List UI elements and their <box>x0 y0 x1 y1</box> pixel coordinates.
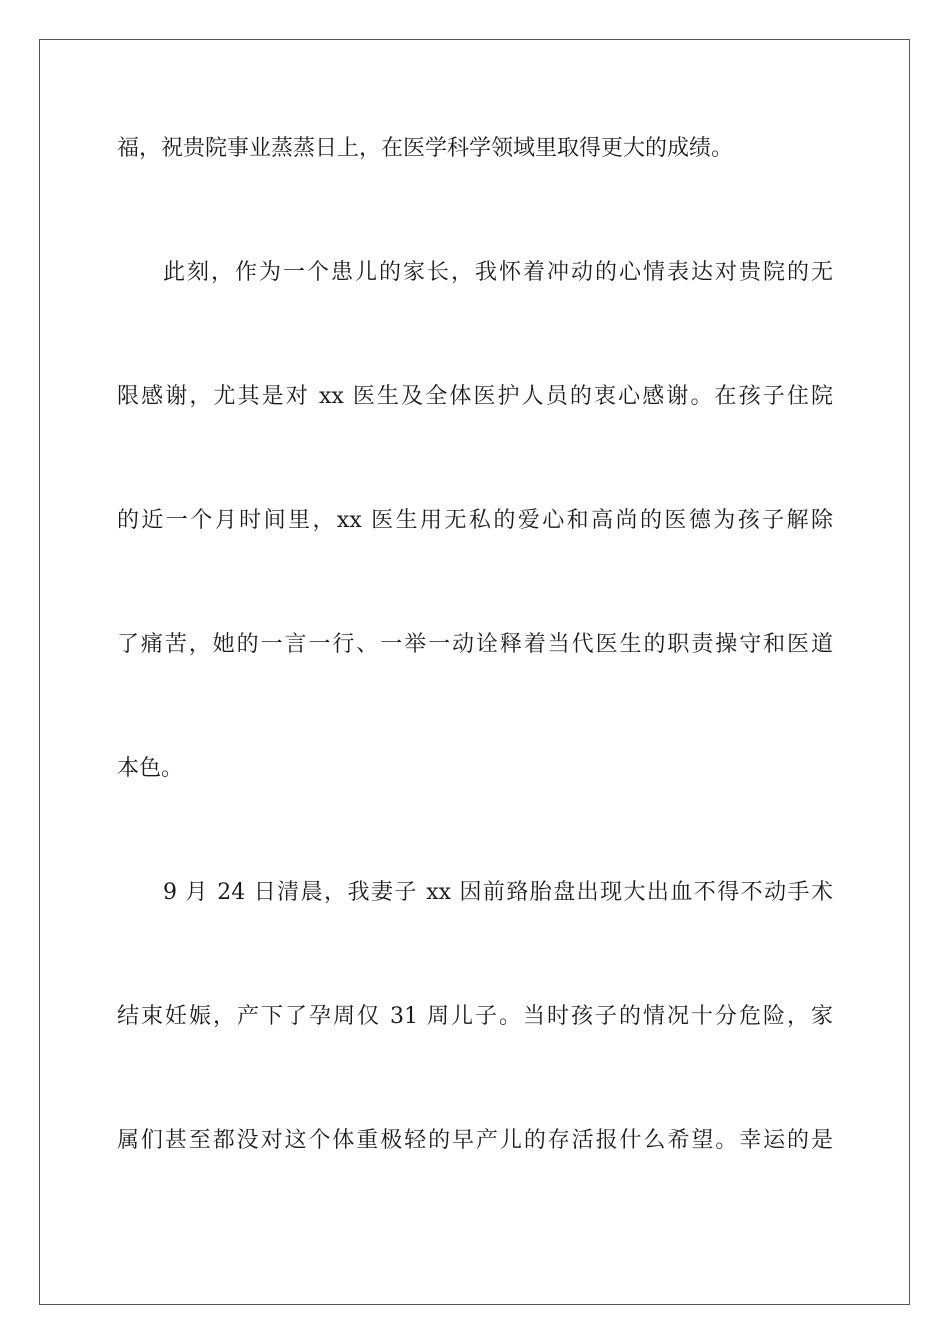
paragraph-line: 了痛苦，她的一言一行、一举一动诠释着当代医生的职责操守和医道 <box>117 632 833 657</box>
document-body <box>117 133 833 1249</box>
paragraph-line: 9 月 24 日清晨，我妻子 xx 因前臵胎盘出现大出血不得不动手术 <box>163 880 833 905</box>
paragraph-line: 属们甚至都没对这个体重极轻的早产儿的存活报什么希望。幸运的是 <box>117 1128 833 1153</box>
paragraph-line: 限感谢，尤其是对 xx 医生及全体医护人员的衷心感谢。在孩子住院 <box>117 384 833 409</box>
paragraph-line: 福，祝贵院事业蒸蒸日上，在医学科学领域里取得更大的成绩。 <box>117 136 734 161</box>
paragraph-line: 结束妊娠，产下了孕周仅 31 周儿子。当时孩子的情况十分危险，家 <box>117 1004 833 1029</box>
paragraph-line: 本色。 <box>117 756 184 781</box>
paragraph-line: 的近一个月时间里，xx 医生用无私的爱心和高尚的医德为孩子解除 <box>117 508 833 533</box>
paragraph-line: 此刻，作为一个患儿的家长，我怀着冲动的心情表达对贵院的无 <box>163 260 833 285</box>
